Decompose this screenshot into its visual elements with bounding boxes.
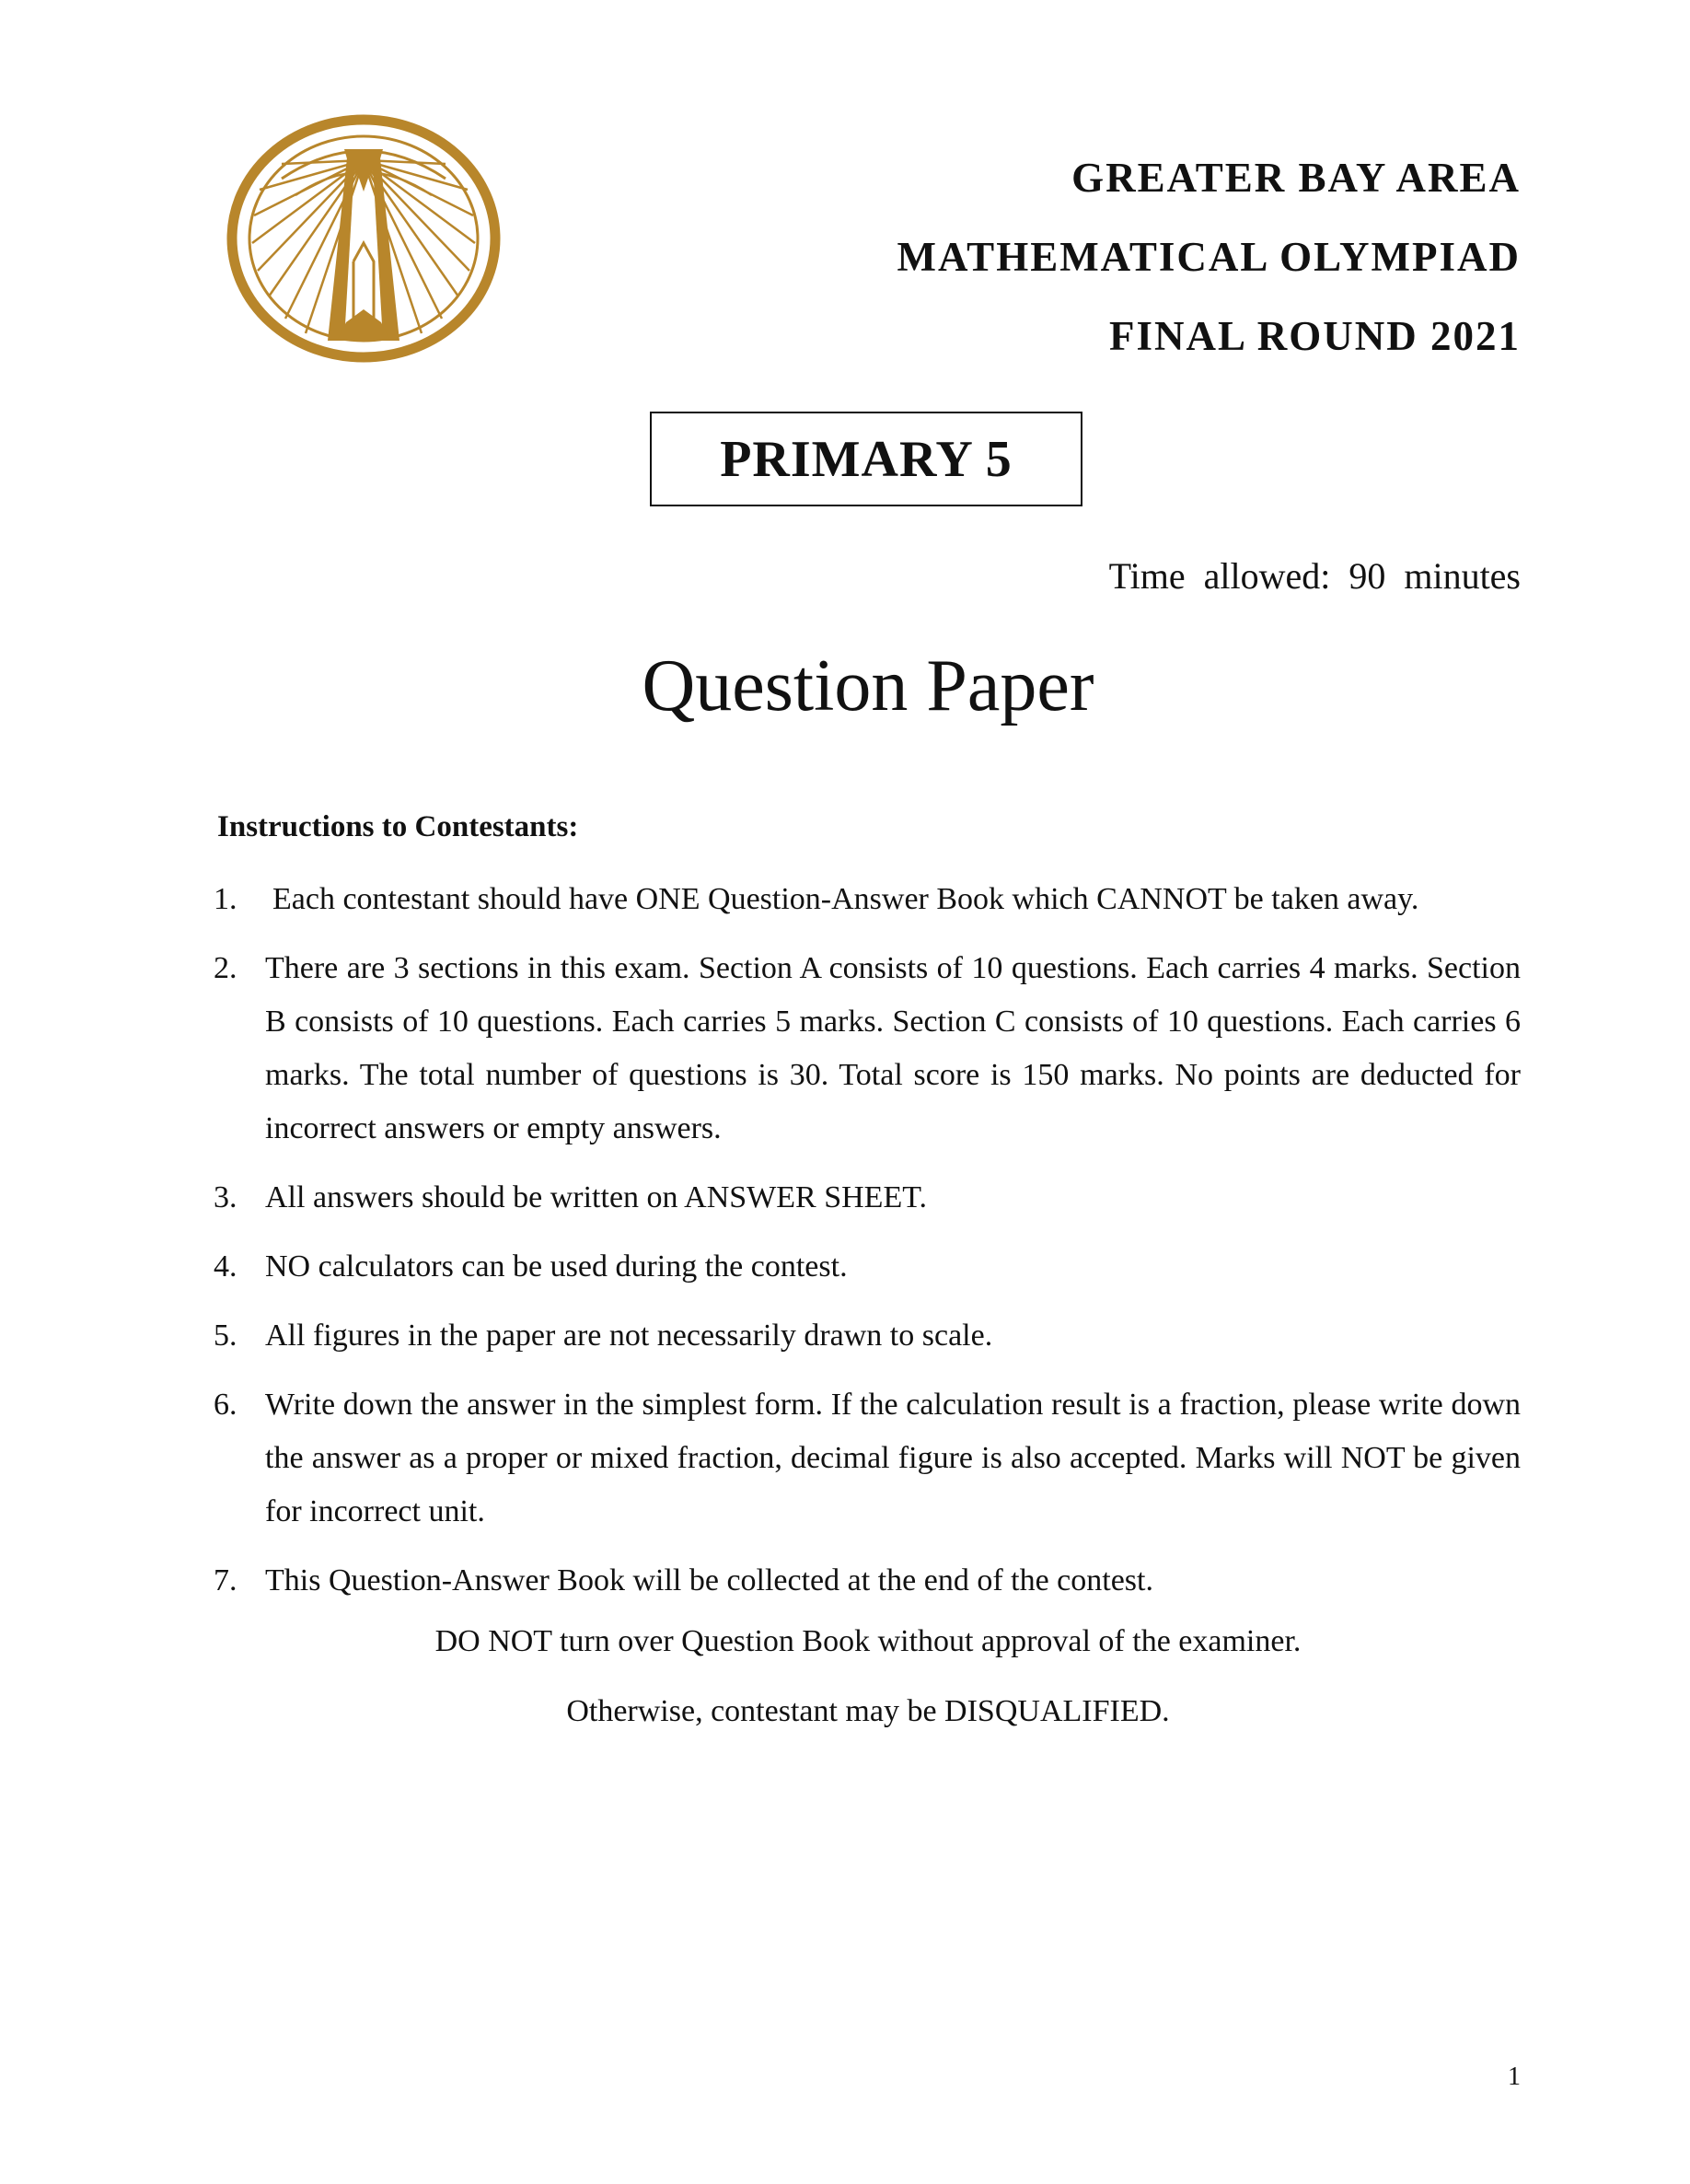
warning-approval: DO NOT turn over Question Book without approval of the examiner. — [434, 1624, 1302, 1658]
item-text: All answers should be written on ANSWER SHEET. — [265, 1180, 927, 1214]
item-number: 6. — [214, 1388, 237, 1422]
list-item — [214, 1309, 1521, 1363]
instructions-heading: Instructions to Contestants: — [217, 810, 579, 843]
header-line-2: MATHEMATICAL OLYMPIAD — [897, 234, 1521, 280]
list-item — [214, 1171, 1521, 1225]
time-allowed: Time allowed: 90 minutes — [1108, 555, 1521, 597]
list-item — [214, 873, 1521, 926]
item-text: Each contestant should have ONE Question-Answer Book which CANNOT be taken away. — [272, 882, 1419, 916]
item-number: 5. — [214, 1319, 237, 1353]
item-number: 7. — [214, 1563, 237, 1597]
list-item — [214, 1378, 1521, 1539]
header-line-3: FINAL ROUND 2021 — [1108, 313, 1521, 359]
item-number: 1. — [214, 882, 237, 916]
item-text: NO calculators can be used during the contest. — [265, 1249, 848, 1284]
item-text: All figures in the paper are not necessarily drawn to scale. — [265, 1319, 993, 1353]
level-box: PRIMARY 5 — [650, 412, 1082, 506]
instructions-list — [214, 873, 1521, 1623]
bridge-emblem-icon — [226, 114, 501, 363]
page-number: 1 — [1508, 2062, 1521, 2091]
item-text: Write down the answer in the simplest form. If the calculation result is a fraction, please write down the answer as a proper or mixed fraction, decimal figure is also accepted. Marks will NOT be given for incorrect unit. — [265, 1388, 1521, 1528]
item-number: 2. — [214, 951, 237, 985]
list-item — [214, 1240, 1521, 1294]
olympiad-logo — [226, 114, 501, 363]
header-line-1: GREATER BAY AREA — [1071, 155, 1521, 201]
organization-header — [897, 138, 1521, 376]
warning-disqualified: Otherwise, contestant may be DISQUALIFIED. — [566, 1694, 1170, 1728]
list-item — [214, 942, 1521, 1156]
item-number: 3. — [214, 1180, 237, 1214]
item-number: 4. — [214, 1249, 237, 1284]
document-title: Question Paper — [642, 645, 1094, 726]
item-text: There are 3 sections in this exam. Section A consists of 10 questions. Each carries 4 marks. Section B consists of 10 questions. Each carries 5 marks. Section C consists of 10 questions. Each carries 6 marks. The total number of questions is 30. Total score is 150 marks. No points are deducted for incorrect answers or empty answers. — [265, 951, 1521, 1145]
item-text: This Question-Answer Book will be collected at the end of the contest. — [265, 1563, 1153, 1597]
list-item — [214, 1554, 1521, 1608]
